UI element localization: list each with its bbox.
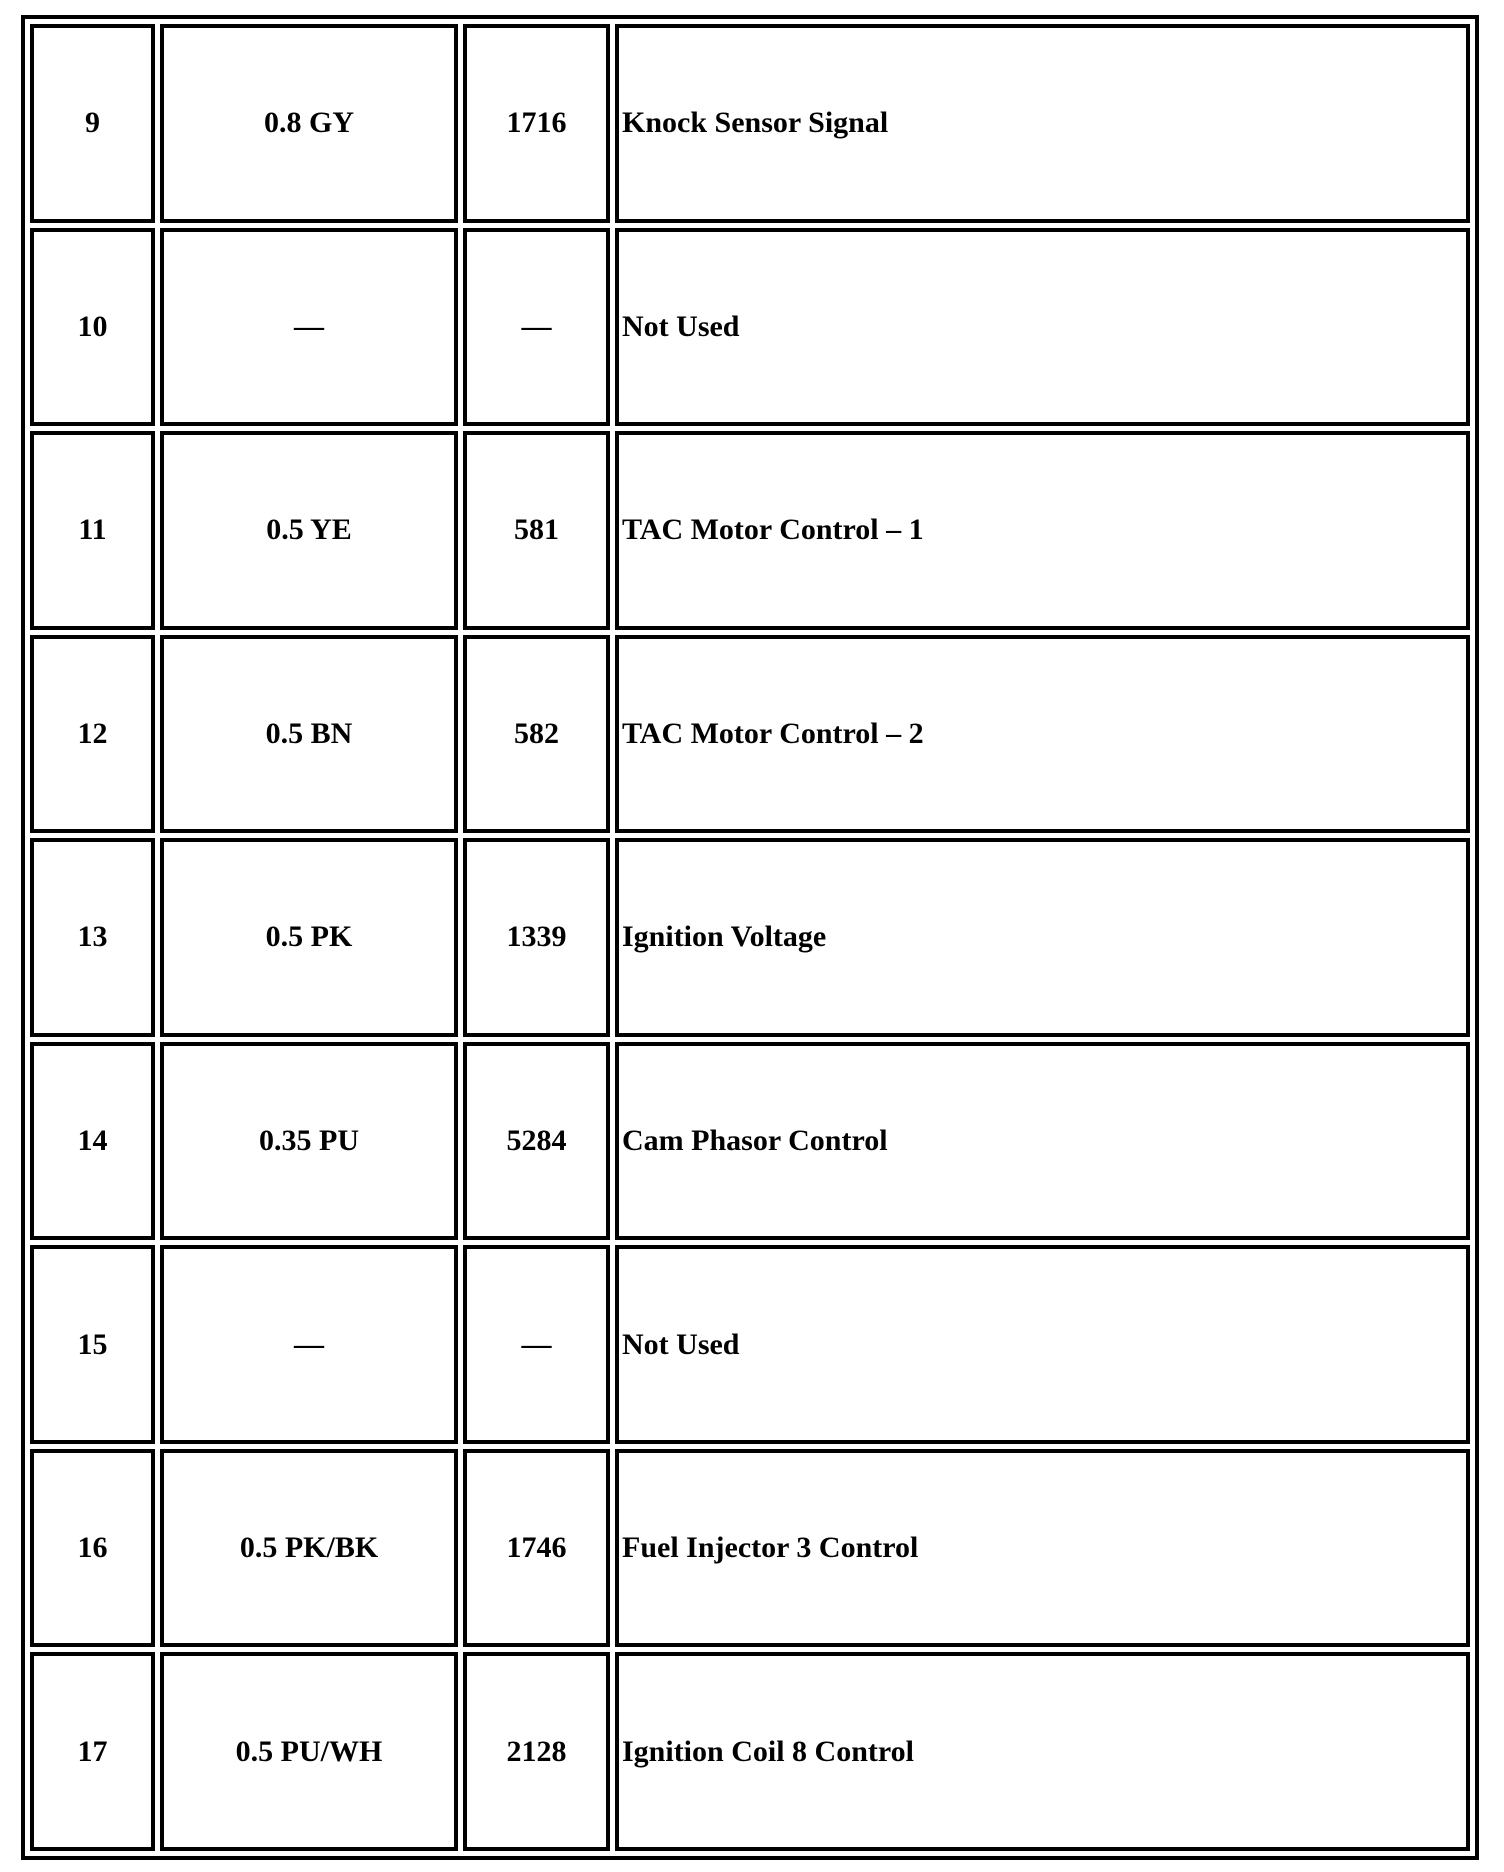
pin-number-cell: 17 [30, 1652, 155, 1851]
function-cell: Knock Sensor Signal [615, 24, 1470, 223]
wire-color-cell: — [160, 1245, 458, 1444]
table-row [30, 1652, 1470, 1851]
pin-number-cell: 16 [30, 1449, 155, 1648]
table-row [30, 635, 1470, 834]
table-row [30, 838, 1470, 1037]
circuit-number-cell: — [463, 228, 610, 427]
wire-color-cell: 0.8 GY [160, 24, 458, 223]
circuit-number-cell: 1746 [463, 1449, 610, 1648]
pin-number-cell: 9 [30, 24, 155, 223]
pin-number-cell: 13 [30, 838, 155, 1037]
wire-color-cell: — [160, 228, 458, 427]
pin-number-cell: 12 [30, 635, 155, 834]
table-row [30, 431, 1470, 630]
wire-color-cell: 0.35 PU [160, 1042, 458, 1241]
table-row [30, 1245, 1470, 1444]
function-cell: Fuel Injector 3 Control [615, 1449, 1470, 1648]
pin-number-cell: 14 [30, 1042, 155, 1241]
connector-pinout-table [21, 15, 1479, 1860]
function-cell: Not Used [615, 228, 1470, 427]
circuit-number-cell: 5284 [463, 1042, 610, 1241]
pin-number-cell: 11 [30, 431, 155, 630]
circuit-number-cell: 581 [463, 431, 610, 630]
function-cell: Cam Phasor Control [615, 1042, 1470, 1241]
function-cell: Not Used [615, 1245, 1470, 1444]
circuit-number-cell: 1716 [463, 24, 610, 223]
table-row [30, 1042, 1470, 1241]
circuit-number-cell: — [463, 1245, 610, 1444]
function-cell: Ignition Voltage [615, 838, 1470, 1037]
circuit-number-cell: 582 [463, 635, 610, 834]
wire-color-cell: 0.5 PU/WH [160, 1652, 458, 1851]
circuit-number-cell: 2128 [463, 1652, 610, 1851]
table-row [30, 228, 1470, 427]
function-cell: Ignition Coil 8 Control [615, 1652, 1470, 1851]
wire-color-cell: 0.5 PK/BK [160, 1449, 458, 1648]
wire-color-cell: 0.5 PK [160, 838, 458, 1037]
table-row [30, 1449, 1470, 1648]
wire-color-cell: 0.5 YE [160, 431, 458, 630]
circuit-number-cell: 1339 [463, 838, 610, 1037]
function-cell: TAC Motor Control – 2 [615, 635, 1470, 834]
table-row [30, 24, 1470, 223]
pin-number-cell: 15 [30, 1245, 155, 1444]
pin-number-cell: 10 [30, 228, 155, 427]
wire-color-cell: 0.5 BN [160, 635, 458, 834]
function-cell: TAC Motor Control – 1 [615, 431, 1470, 630]
